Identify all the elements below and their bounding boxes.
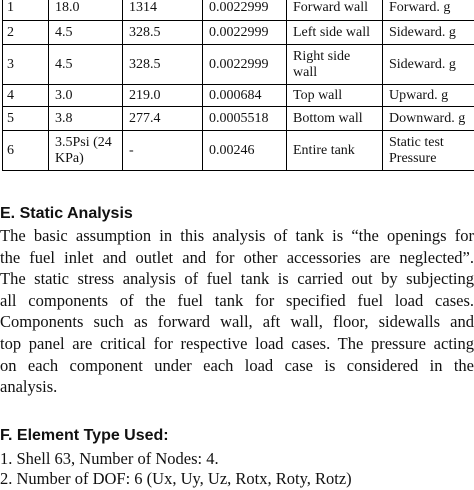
- paragraph-line: all components of the fuel tank for specified fuel load cases.: [0, 290, 474, 312]
- table-cell: Top wall: [287, 85, 383, 107]
- table-cell: Sideward. g: [383, 21, 474, 45]
- element-list-item-2: 2. Number of DOF: 6 (Ux, Uy, Uz, Rotx, Roty, Rotz): [0, 468, 352, 490]
- element-list-item-1: 1. Shell 63, Number of Nodes: 4.: [0, 448, 219, 470]
- table-row: [3, 45, 474, 85]
- table-row: [3, 107, 474, 131]
- table-cell: Bottom wall: [287, 107, 383, 131]
- table-cell: Left side wall: [287, 21, 383, 45]
- table-cell: 6: [3, 131, 49, 171]
- table-cell: 2: [3, 21, 49, 45]
- paragraph-line: The static stress analysis of fuel tank is carried out by subjecting: [0, 268, 474, 290]
- table-cell: 4.5: [49, 45, 123, 85]
- table-cell: 3: [3, 45, 49, 85]
- table-cell: 328.5: [123, 45, 203, 85]
- table-cell: 4: [3, 85, 49, 107]
- paragraph-line: Components such as forward wall, aft wall, floor, sidewalls and: [0, 311, 474, 333]
- table-cell: -: [123, 131, 203, 171]
- table-cell: 0.0022999: [203, 21, 287, 45]
- table-cell: 3.5Psi (24 KPa): [49, 131, 123, 171]
- table-cell: 0.0022999: [203, 45, 287, 85]
- load-case-table: [2, 0, 474, 171]
- table-cell: 328.5: [123, 21, 203, 45]
- table-cell: 3.0: [49, 85, 123, 107]
- table-cell: Downward. g: [383, 107, 474, 131]
- section-e-heading: E. Static Analysis: [0, 204, 133, 224]
- table-row: [3, 131, 474, 171]
- table-cell: Forward wall: [287, 0, 383, 21]
- table-cell: 277.4: [123, 107, 203, 131]
- table-cell: 219.0: [123, 85, 203, 107]
- table-cell: 0.00246: [203, 131, 287, 171]
- table-cell: Sideward. g: [383, 45, 474, 85]
- table-cell: 4.5: [49, 21, 123, 45]
- section-f-heading: F. Element Type Used:: [0, 426, 169, 446]
- table-cell: 1: [3, 0, 49, 21]
- table-cell: Entire tank: [287, 131, 383, 171]
- table-cell: Static test Pressure: [383, 131, 474, 171]
- table-row: [3, 21, 474, 45]
- table-cell: 0.0005518: [203, 107, 287, 131]
- section-e-paragraph: [0, 225, 474, 398]
- paragraph-line: the fuel inlet and outlet and for other accessories are neglected”.: [0, 247, 474, 269]
- table-cell: 1314: [123, 0, 203, 21]
- table-cell: 5: [3, 107, 49, 131]
- paragraph-line: The basic assumption in this analysis of tank is “the openings for: [0, 225, 474, 247]
- table-cell: 0.000684: [203, 85, 287, 107]
- table-cell: Upward. g: [383, 85, 474, 107]
- table-cell: 18.0: [49, 0, 123, 21]
- table-row: [3, 85, 474, 107]
- table-cell: Forward. g: [383, 0, 474, 21]
- table-cell: 0.0022999: [203, 0, 287, 21]
- table-cell: Right side wall: [287, 45, 383, 85]
- table-cell: 3.8: [49, 107, 123, 131]
- paragraph-line: on each component under each load case is considered in the: [0, 355, 474, 377]
- table-row: [3, 0, 474, 21]
- paragraph-line: top panel are critical for respective load cases. The pressure acting: [0, 333, 474, 355]
- table-body: [3, 0, 474, 171]
- paragraph-line: analysis.: [0, 376, 474, 398]
